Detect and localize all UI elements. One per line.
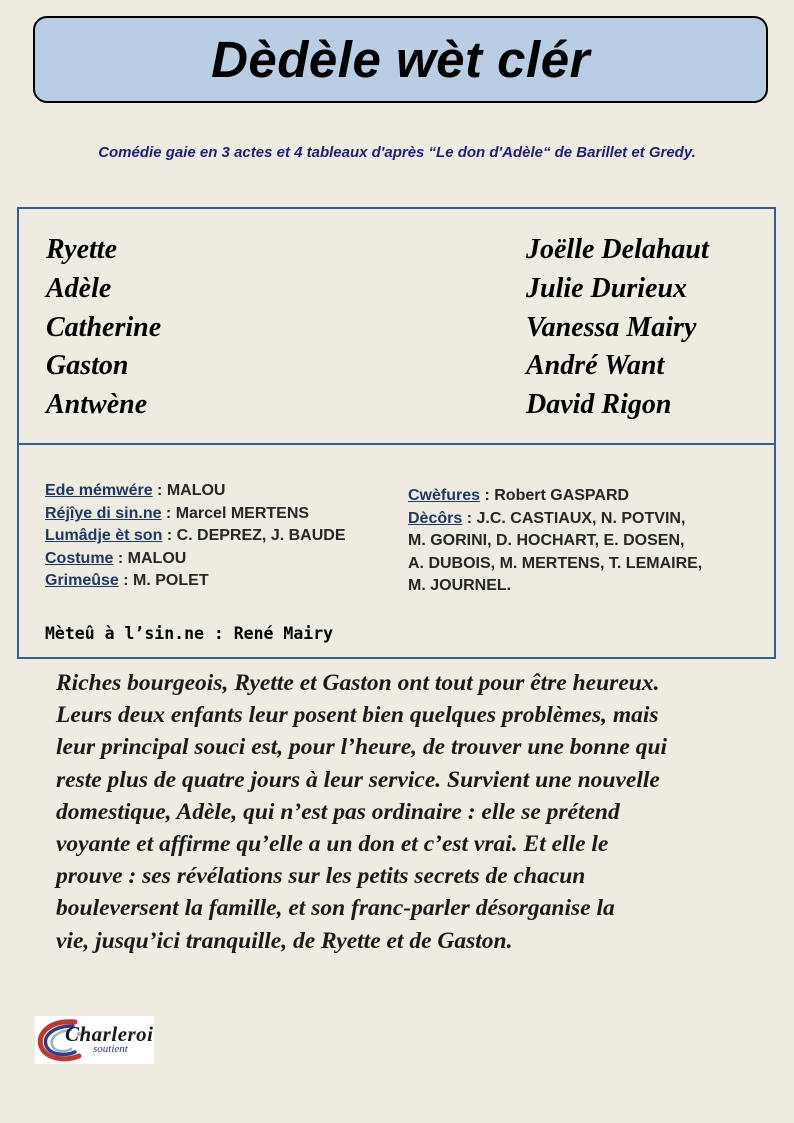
crew-line: [408, 485, 702, 508]
synopsis: [56, 667, 768, 957]
synopsis-line: leur principal souci est, pour l’heure, de trouver une bonne qui: [56, 734, 668, 761]
actor-name: Vanessa Mairy: [526, 311, 697, 343]
play-subtitle: Comédie gaie en 3 actes et 4 tableaux d'après “Le don d'Adèle“ de Barillet et Gredy.: [98, 144, 696, 161]
crew-value: A. DUBOIS, M. MERTENS, T. LEMAIRE,: [408, 554, 703, 572]
logo-name: Charleroi: [65, 1022, 154, 1046]
crew-line: [408, 530, 702, 553]
title-box: [33, 16, 768, 103]
crew-value: : C. DEPREZ, J. BAUDE: [162, 527, 346, 545]
crew-label: Cwèfures: [408, 487, 481, 504]
play-title: Dèdèle wèt clér: [211, 31, 590, 88]
crew-value: : Marcel MERTENS: [161, 504, 310, 522]
crew-line: [408, 575, 702, 598]
role-name: Antwène: [46, 389, 148, 421]
crew-label: Réjîye di sin.ne: [45, 504, 162, 522]
actor-name: André Want: [526, 350, 665, 382]
crew-value: M. JOURNEL.: [408, 577, 512, 595]
actor-name: Julie Durieux: [526, 272, 688, 304]
role-name: Gaston: [46, 350, 129, 382]
role-name: Catherine: [46, 311, 162, 343]
cast-box: [17, 207, 776, 445]
cast-roles: [46, 231, 161, 425]
role-name: Adèle: [46, 272, 112, 304]
director-credit: Mèteû à l’sin.ne : René Mairy: [45, 624, 334, 643]
synopsis-line: domestique, Adèle, qui n’est pas ordinaire : elle se prétend: [56, 798, 620, 825]
synopsis-line: reste plus de quatre jours à leur service. Survient une nouvelle: [56, 766, 660, 793]
synopsis-line: vie, jusqu’ici tranquille, de Ryette et de Gaston.: [56, 927, 513, 954]
synopsis-line: voyante et affirme qu’elle a un don et c’est vrai. Et elle le: [56, 831, 609, 858]
crew-value: M. GORINI, D. HOCHART, E. DOSEN,: [408, 532, 685, 550]
actor-name: Joëlle Delahaut: [526, 234, 709, 265]
logo-tagline: soutient: [93, 1043, 128, 1055]
cast-actors: [526, 231, 709, 425]
crew-value: : MALOU: [113, 549, 187, 567]
crew-line: [45, 503, 346, 526]
crew-line: [45, 480, 346, 503]
crew-line: [45, 548, 346, 571]
crew-value: : M. POLET: [118, 572, 209, 590]
crew-right-column: [408, 485, 702, 598]
synopsis-line: prouve : ses révélations sur les petits secrets de chacun: [56, 863, 586, 890]
crew-value: : Robert GASPARD: [480, 487, 630, 504]
actor-name: David Rigon: [526, 389, 672, 421]
crew-value: : J.C. CASTIAUX, N. POTVIN,: [462, 509, 686, 527]
crew-label: Lumâdje èt son: [45, 527, 163, 545]
crew-line: [408, 508, 702, 531]
crew-label: Grimeûse: [45, 572, 119, 590]
role-name: Ryette: [46, 234, 118, 265]
synopsis-line: Leurs deux enfants leur posent bien quelques problèmes, mais: [56, 702, 659, 729]
crew-label: Ede mémwére: [45, 482, 153, 499]
crew-box: [17, 443, 776, 659]
charleroi-logo: [35, 1016, 154, 1064]
synopsis-line: Riches bourgeois, Ryette et Gaston ont tout pour être heureux.: [56, 670, 660, 696]
crew-label: Costume: [45, 549, 114, 567]
crew-line: [408, 553, 702, 576]
synopsis-line: bouleversent la famille, et son franc-parler désorganise la: [56, 895, 615, 922]
crew-left-column: [45, 480, 346, 593]
crew-label: Dècôrs: [408, 509, 463, 527]
crew-value: : MALOU: [152, 482, 226, 499]
crew-line: [45, 570, 346, 593]
crew-line: [45, 525, 346, 548]
